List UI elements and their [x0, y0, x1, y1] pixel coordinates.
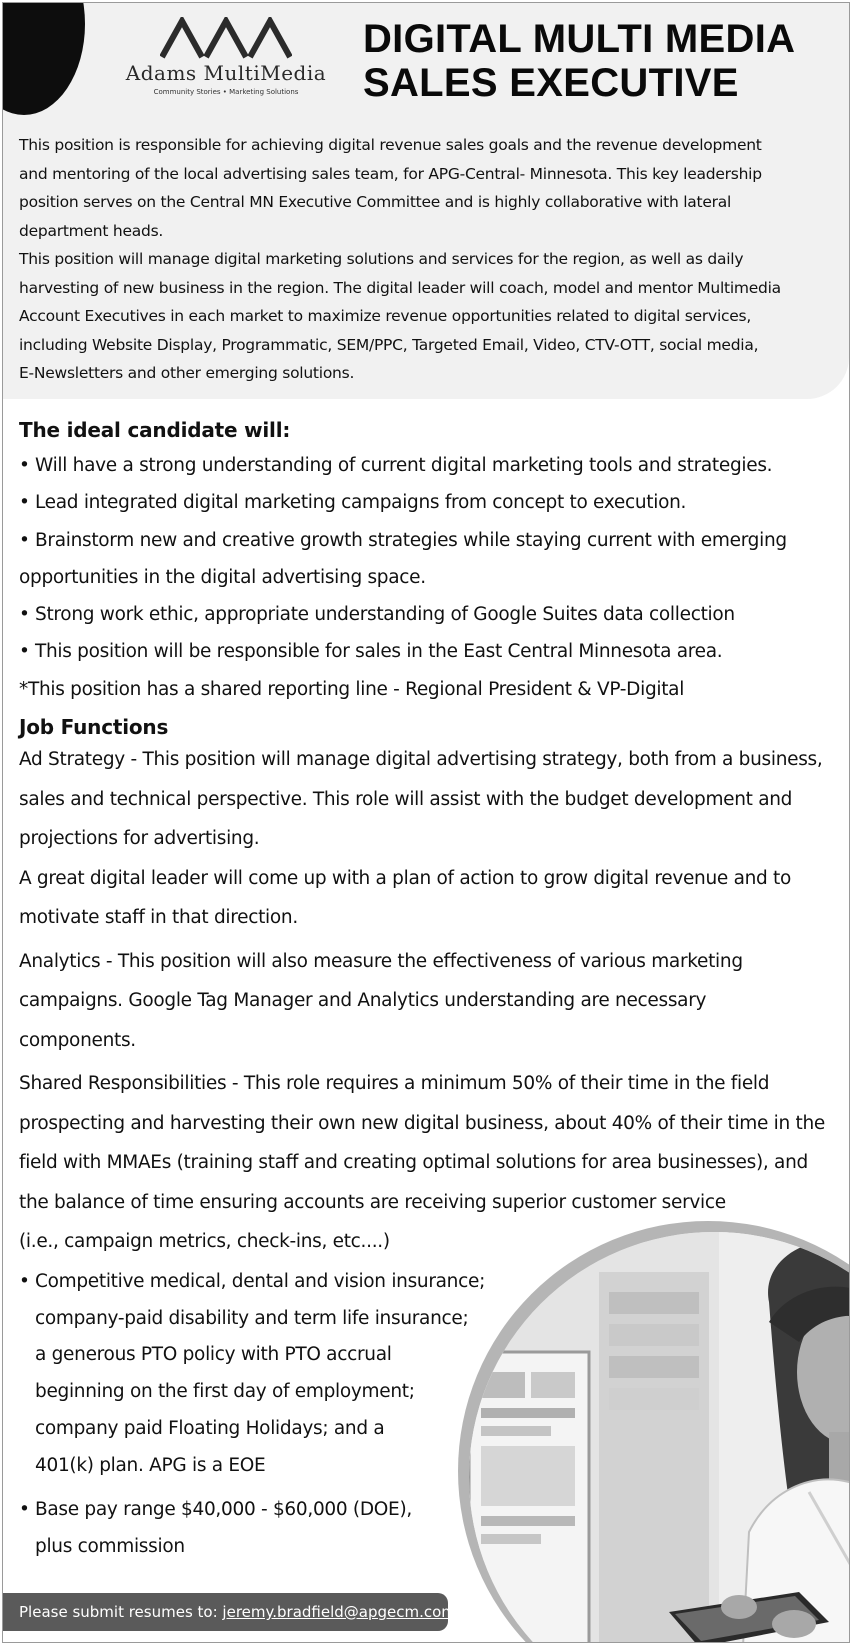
footer-bar: [3, 1593, 456, 1631]
intro-line: including Website Display, Programmatic, SEM/PPC, Targeted Email, Video, CTV-OTT, social media,: [19, 335, 759, 354]
woman-with-tablet-illustration: [469, 1232, 850, 1643]
intro-line: department heads.: [19, 221, 164, 240]
ad-strategy-line: motivate staff in that direction.: [19, 907, 298, 929]
ad-strategy-line: A great digital leader will come up with a plan of action to grow digital revenue and to: [19, 867, 792, 889]
benefit-line: company paid Floating Holidays; and a: [35, 1417, 385, 1439]
job-functions: [19, 740, 844, 1262]
benefit-line: plus commission: [35, 1535, 185, 1557]
shared-line: prospecting and harvesting their own new digital business, about 40% of their time in the: [19, 1112, 825, 1134]
company-logo: [107, 17, 345, 103]
list-item: [19, 522, 844, 559]
list-item: • Lead integrated digital marketing campaigns from concept to execution.: [19, 484, 844, 521]
footer-label: Please submit resumes to:: [19, 1603, 218, 1621]
header-panel: [3, 3, 849, 399]
page-title: [363, 17, 843, 105]
benefit-line: company-paid disability and term life insurance;: [35, 1307, 469, 1329]
reporting-note: *This position has a shared reporting line - Regional President & VP-Digital: [19, 678, 685, 700]
list-item: • Will have a strong understanding of current digital marketing tools and strategies.: [19, 447, 844, 484]
analytics-line: components.: [19, 1029, 136, 1051]
ad-strategy-line: projections for advertising.: [19, 828, 260, 850]
corner-decoration: [2, 2, 85, 115]
benefit-line: a generous PTO policy with PTO accrual: [35, 1344, 392, 1366]
main-content: [19, 413, 844, 1262]
list-item-text: Brainstorm new and creative growth strategies while staying current with emerging: [35, 529, 787, 551]
title-line-1: DIGITAL MULTI MEDIA: [363, 17, 796, 61]
benefit-line: Competitive medical, dental and vision insurance;: [35, 1271, 485, 1292]
intro-line: and mentoring of the local advertising sales team, for APG-Central- Minnesota. This key leadership: [19, 164, 762, 183]
logo-tagline: Community Stories • Marketing Solutions: [153, 88, 299, 96]
shared-line: Shared Responsibilities - This role requires a minimum 50% of their time in the field: [19, 1073, 770, 1095]
list-item: • Strong work ethic, appropriate understanding of Google Suites data collection: [19, 596, 844, 633]
logo-name: Adams MultiMedia: [125, 61, 327, 85]
analytics-line: campaigns. Google Tag Manager and Analytics understanding are necessary: [19, 990, 707, 1012]
list-item: • This position will be responsible for sales in the East Central Minnesota area.: [19, 633, 844, 670]
title-line-2: SALES EXECUTIVE: [363, 61, 739, 105]
benefit-line: beginning on the first day of employment;: [35, 1381, 415, 1403]
intro-text: [19, 131, 839, 388]
intro-line: This position is responsible for achieving digital revenue sales goals and the revenue development: [19, 136, 762, 154]
professional-photo: [469, 1232, 850, 1643]
intro-line: E-Newsletters and other emerging solutions.: [19, 364, 355, 382]
shared-line: (i.e., campaign metrics, check-ins, etc....): [19, 1231, 390, 1253]
shared-line: field with MMAEs (training staff and creating optimal solutions for area businesses), and: [19, 1152, 808, 1174]
list-item-continuation: opportunities in the digital advertising space.: [19, 566, 426, 588]
intro-line: position serves on the Central MN Executive Committee and is highly collaborative with lateral: [19, 193, 732, 211]
list-item: [19, 1492, 489, 1565]
job-functions-heading: Job Functions: [19, 715, 169, 740]
benefits-list: [19, 1264, 489, 1566]
ideal-candidate-heading: The ideal candidate will:: [19, 418, 291, 442]
logo-mark-icon: [160, 17, 292, 59]
analytics-line: Analytics - This position will also measure the effectiveness of various marketing: [19, 950, 743, 972]
ideal-candidate-list-2: [19, 596, 844, 671]
intro-line: harvesting of new business in the region. The digital leader will coach, model and mentor Multimedia: [19, 278, 781, 297]
ad-strategy-line: Ad Strategy - This position will manage digital advertising strategy, both from a business,: [19, 749, 823, 771]
intro-line: Account Executives in each market to maximize revenue opportunities related to digital services,: [19, 307, 752, 325]
ideal-candidate-list: [19, 447, 844, 559]
benefit-line: Base pay range $40,000 - $60,000 (DOE),: [35, 1499, 412, 1521]
intro-line: This position will manage digital marketing solutions and services for the region, as well as daily: [19, 250, 744, 268]
benefit-line: 401(k) plan. APG is a EOE: [35, 1454, 266, 1476]
job-ad: [2, 2, 850, 1643]
ad-strategy-line: sales and technical perspective. This role will assist with the budget development and: [19, 788, 793, 810]
list-item: [19, 1264, 489, 1484]
benefits-section: [19, 1264, 489, 1566]
resume-email-link[interactable]: jeremy.bradfield@apgecm.com: [222, 1603, 456, 1621]
shared-line: the balance of time ensuring accounts are receiving superior customer service: [19, 1191, 726, 1213]
